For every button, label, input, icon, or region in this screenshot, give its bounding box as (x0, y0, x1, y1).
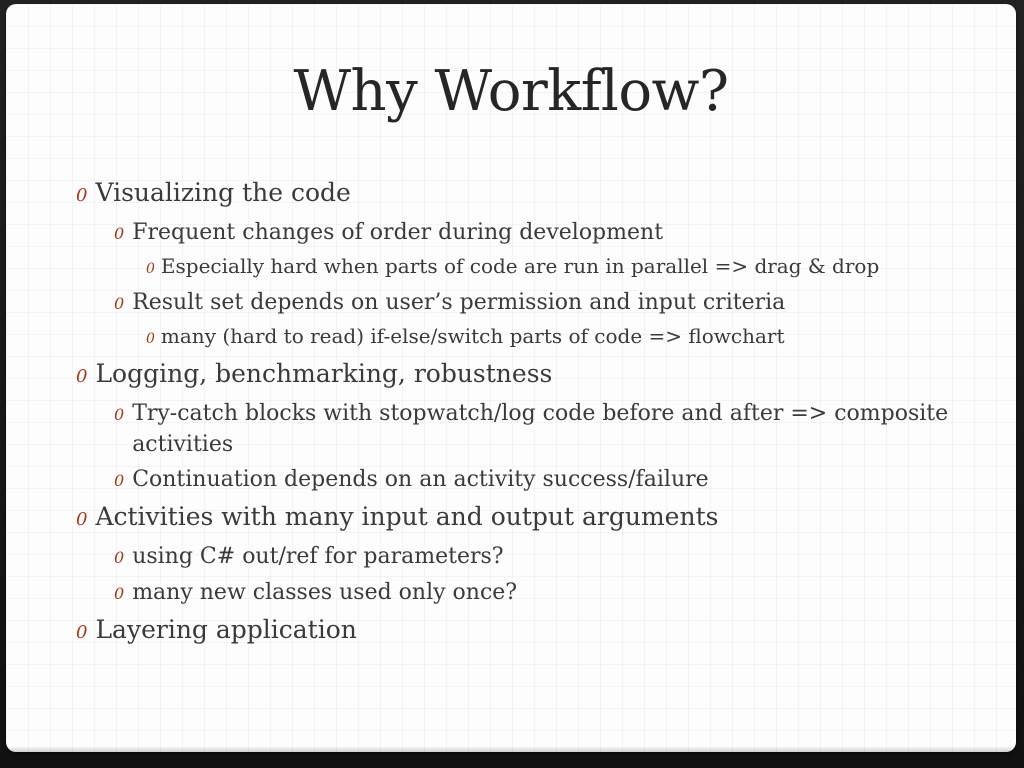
bullet-text: Activities with many input and output arguments (95, 502, 719, 531)
bullet-item (68, 357, 968, 394)
bullet-text: Visualizing the code (95, 178, 351, 207)
bullet-text: Try-catch blocks with stopwatch/log code before and after => composite activities (132, 401, 949, 457)
bullet-text: Result set depends on user’s permission and input criteria (132, 290, 786, 315)
bullet-item (68, 500, 968, 537)
bullet-marker: 0 (76, 509, 88, 530)
bullet-marker: 0 (76, 185, 88, 206)
slide (6, 4, 1016, 752)
bullet-marker: 0 (114, 471, 125, 490)
bullet-marker: 0 (76, 622, 88, 643)
sub-bullet-item (68, 287, 968, 319)
bullet-marker: 0 (76, 366, 88, 387)
bullet-marker: 0 (114, 224, 125, 243)
bullet-text: using C# out/ref for parameters? (132, 544, 504, 569)
bullet-marker: 0 (114, 548, 125, 567)
bullet-list (68, 172, 968, 652)
slide-title: Why Workflow? (293, 59, 729, 124)
bullet-item (68, 176, 968, 213)
bullet-item (68, 613, 968, 650)
sub-bullet-item (68, 541, 968, 573)
bullet-text: Frequent changes of order during development (132, 220, 664, 245)
bullet-marker: 0 (146, 331, 155, 347)
sub-bullet-item (68, 577, 968, 609)
bullet-marker: 0 (114, 405, 125, 424)
bullet-text: Layering application (95, 615, 357, 644)
sub-bullet-item (68, 398, 968, 460)
bullet-text: Especially hard when parts of code are run in parallel => drag & drop (160, 254, 880, 278)
bullet-marker: 0 (114, 584, 125, 603)
sub-sub-bullet-item (68, 322, 968, 353)
bullet-text: many new classes used only once? (132, 580, 518, 605)
bullet-text: Logging, benchmarking, robustness (95, 359, 553, 388)
sub-bullet-item (68, 217, 968, 249)
sub-sub-bullet-item (68, 252, 968, 283)
bullet-marker: 0 (146, 261, 155, 277)
bullet-text: Continuation depends on an activity success/failure (132, 467, 709, 492)
bullet-text: many (hard to read) if-else/switch parts of code => flowchart (160, 324, 785, 348)
sub-bullet-item (68, 464, 968, 496)
bullet-marker: 0 (114, 294, 125, 313)
